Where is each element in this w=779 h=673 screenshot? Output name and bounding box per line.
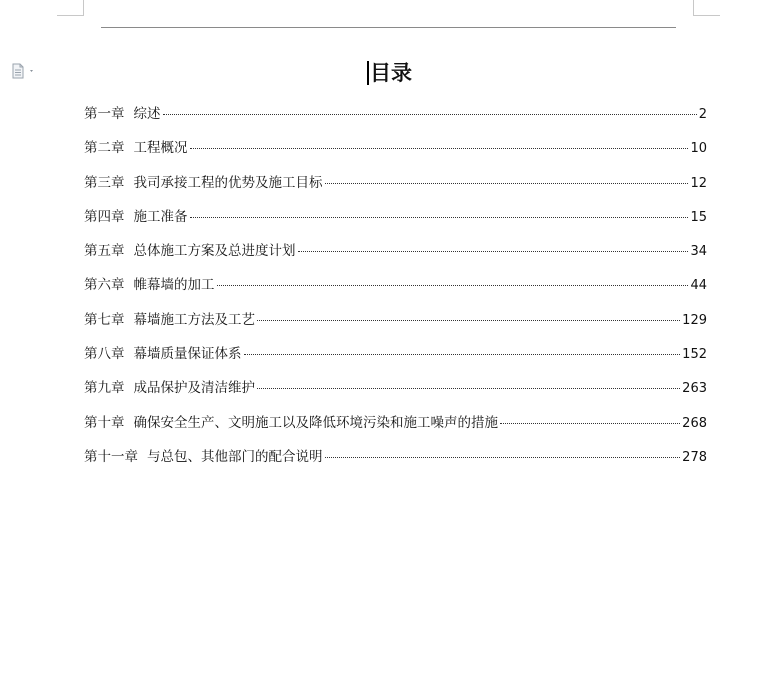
toc-dot-leader	[163, 113, 697, 115]
toc-chapter-number: 第九章	[84, 380, 125, 397]
toc-chapter-number: 第七章	[84, 311, 125, 328]
toc-page-number: 268	[682, 415, 707, 431]
toc-page-number: 152	[682, 347, 707, 363]
toc-dot-leader	[217, 284, 689, 286]
toc-page-number: 129	[682, 312, 707, 328]
toc-entry[interactable]	[84, 239, 707, 273]
toc-chapter-title: 幕墙施工方法及工艺	[133, 311, 255, 328]
page-title: 目录	[370, 60, 412, 85]
toc-entry[interactable]	[84, 308, 707, 342]
crop-mark-top-left	[57, 0, 84, 16]
text-cursor	[367, 61, 369, 85]
toc-chapter-number: 第十一章	[84, 448, 138, 465]
toc-dot-leader	[325, 182, 689, 184]
toc-chapter-number: 第六章	[84, 277, 125, 294]
toc-dot-leader	[190, 147, 689, 149]
toc-chapter-number: 第八章	[84, 346, 125, 363]
toc-chapter-number: 第一章	[84, 106, 125, 122]
toc-dot-leader	[190, 216, 689, 218]
toc-entry[interactable]	[84, 171, 707, 205]
toc-entry[interactable]	[84, 445, 707, 479]
toc-chapter-title: 综述	[133, 106, 161, 122]
crop-mark-top-right	[693, 0, 720, 16]
toc-dot-leader	[257, 387, 680, 389]
table-of-contents	[84, 102, 707, 479]
toc-page-number: 2	[698, 107, 707, 122]
header-rule	[101, 27, 676, 28]
toc-chapter-number: 第四章	[84, 208, 125, 225]
toc-chapter-title: 帷幕墙的加工	[133, 277, 215, 294]
toc-chapter-title: 施工准备	[133, 208, 188, 225]
toc-chapter-number: 第五章	[84, 243, 125, 260]
toc-chapter-number: 第三章	[84, 174, 125, 191]
toc-dot-leader	[500, 422, 680, 424]
toc-chapter-title: 幕墙质量保证体系	[133, 346, 242, 363]
toc-chapter-title: 我司承接工程的优势及施工目标	[133, 174, 323, 191]
toc-chapter-title: 确保安全生产、文明施工以及降低环境污染和施工噪声的措施	[133, 414, 498, 431]
toc-entry[interactable]	[84, 205, 707, 239]
toc-heading	[0, 57, 779, 87]
toc-entry[interactable]	[84, 102, 707, 136]
toc-page-number: 263	[682, 381, 707, 397]
toc-page-number: 12	[690, 175, 707, 191]
toc-entry[interactable]	[84, 273, 707, 307]
toc-entry[interactable]	[84, 136, 707, 170]
toc-page-number: 34	[690, 244, 707, 260]
toc-chapter-title: 与总包、其他部门的配合说明	[147, 448, 323, 465]
toc-page-number: 278	[682, 449, 707, 465]
toc-entry[interactable]	[84, 376, 707, 410]
toc-chapter-title: 成品保护及清洁维护	[133, 380, 255, 397]
toc-chapter-number: 第十章	[84, 414, 125, 431]
toc-chapter-title: 总体施工方案及总进度计划	[133, 243, 296, 260]
toc-page-number: 15	[690, 209, 707, 225]
toc-dot-leader	[325, 456, 681, 458]
toc-chapter-number: 第二章	[84, 140, 125, 157]
toc-dot-leader	[257, 319, 680, 321]
toc-dot-leader	[244, 353, 681, 355]
toc-page-number: 44	[690, 278, 707, 294]
toc-entry[interactable]	[84, 411, 707, 445]
toc-dot-leader	[298, 250, 689, 252]
toc-entry[interactable]	[84, 342, 707, 376]
toc-page-number: 10	[690, 141, 707, 157]
toc-chapter-title: 工程概况	[133, 140, 188, 157]
